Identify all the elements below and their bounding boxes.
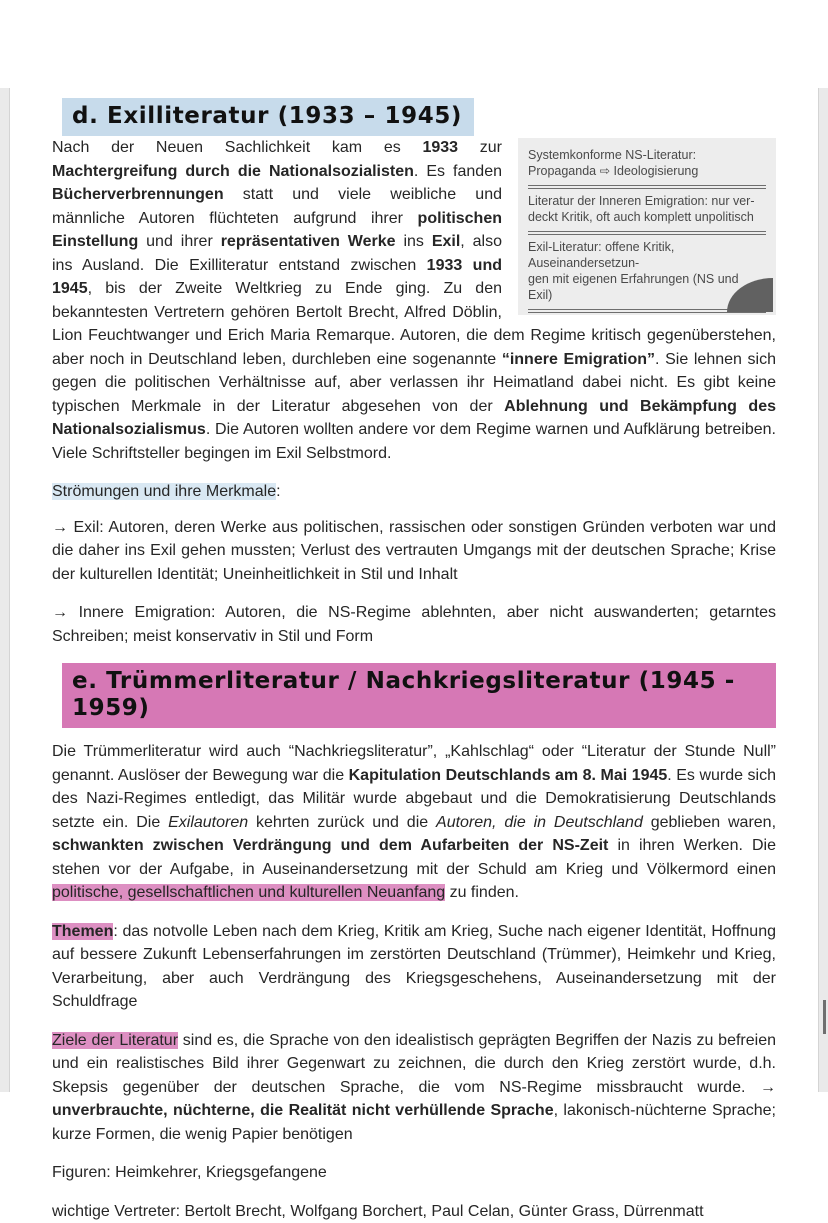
exil-bullet-text: → Exil: Autoren, deren Werke aus politischen, rassischen oder sonstigen Gründen verboten war und die daher ins Exil gehen mussten; Verlust des vertrauten Umgangs mit der deutschen Sprache; Krise der kulturellen Identität; Uneinheitlichkeit in Stil und Inhalt (52, 519, 776, 583)
section-d-intro-text: Nach der Neuen Sachlichkeit kam es 1933 zur Machtergreifung durch die Nationalsozialisten. Es fanden Bücherverbrennungen statt und viele weibliche und männliche Autoren flüchteten aufgrund ihrer politischen Einstellung und ihrer repräsentativen Werke ins Exil, also ins Ausland. Die Exilliteratur entstand zwischen 1933 und 1945, bis der Zweite Weltkrieg zu Ende ging. Zu den bekanntesten Vertretern gehören Bertolt Brecht, Alfred Döblin, Lion Feuchtwanger und Erich Maria Remarque. Autoren, die dem Regime kritisch gegenüberstehen, aber noch in Deutschland leben, durchleben eine sogenannte “innere Emigration”. Sie lehnen sich gegen die politischen Verhältnisse auf, aber verlassen ihr Heimatland dabei nicht. Es gibt keine typischen Merkmale in der Literatur abgesehen von der Ablehnung und Bekämpfung des Nationalsozialismus. Die Autoren wollten andere vor dem Regime warnen und Aufklärung betreiben. Viele Schriftsteller begingen im Exil Selbstmord. (52, 139, 776, 462)
figuren-line (52, 1161, 776, 1185)
viewer-edge-left (0, 88, 10, 1092)
literature-types-note-box (518, 138, 776, 315)
section-d-intro-paragraph (52, 136, 776, 465)
ziele-paragraph (52, 1029, 776, 1147)
stroemungen-label-line (52, 480, 776, 504)
note-item-innere-emigration: Literatur der Inneren Emigration: nur ver- deckt Kritik, oft auch komplett unpolitisch (528, 189, 766, 235)
vertreter-line (52, 1200, 776, 1223)
themen-paragraph (52, 920, 776, 1014)
note-item-ns-literatur: Systemkonforme NS-Literatur: Propaganda ⇨ Ideologisierung (528, 143, 766, 189)
ziele-text: Ziele der Literatur sind es, die Sprache von den idealistisch geprägten Begriffen der Nazis zu befreien und ein realistisches Bild ihrer Gegenwart zu zeichnen, die durch den Krieg zerstört wurde, d.h. Skepsis gegenüber der deutschen Sprache, die vom NS-Regime missbraucht wurde. → unverbrauchte, nüchterne, die Realität nicht verhüllende Sprache, lakonisch-nüchterne Sprache; kurze Formen, die wenig Papier benötigen (52, 1032, 776, 1143)
stroemungen-label: Strömungen und ihre Merkmale: (52, 483, 281, 500)
innere-emigration-bullet-text: → Innere Emigration: Autoren, die NS-Regime ablehnten, aber nicht auswanderten; getarntes Schreiben; meist konservativ in Stil und Form (52, 604, 776, 645)
themen-text: Themen: das notvolle Leben nach dem Krieg, Kritik am Krieg, Suche nach eigener Identität, Hoffnung auf bessere Zukunft Lebenserfahrungen im zerstörten Deutschland (Trümmer), Heimkehr und Krieg, Verarbeitung, aber auch Verdrängung des Kriegsgeschehens, Auseinandersetzung mit der Schuldfrage (52, 923, 776, 1011)
section-e-heading: e. Trümmerliteratur / Nachkriegsliteratur (1945 - 1959) (62, 663, 776, 728)
figuren-text: Figuren: Heimkehrer, Kriegsgefangene (52, 1164, 327, 1181)
innere-emigration-bullet-paragraph (52, 601, 776, 648)
vertreter-text: wichtige Vertreter: Bertolt Brecht, Wolfgang Borchert, Paul Celan, Günter Grass, Dürrenmatt (52, 1203, 704, 1220)
exil-bullet-paragraph (52, 516, 776, 587)
note-item-exil-literatur: Exil-Literatur: offene Kritik, Auseinandersetzun- gen mit eigenen Erfahrungen (NS und Exil) (528, 235, 766, 313)
section-e-intro-text: Die Trümmerliteratur wird auch “Nachkriegsliteratur”, „Kahlschlag“ oder “Literatur der Stunde Null” genannt. Auslöser der Bewegung war die Kapitulation Deutschlands am 8. Mai 1945. Es wurde sich des Nazi-Regimes entledigt, das Militär wurde abgebaut und die Demokratisierung Deutschlands setzte ein. Die Exilautoren kehrten zurück und die Autoren, die in Deutschland geblieben waren, schwankten zwischen Verdrängung und dem Aufarbeiten der NS-Zeit in ihren Werken. Die stehen vor der Aufgabe, in Auseinandersetzung mit der Schuld am Krieg und Völkermord einen politische, gesellschaftlichen und kulturellen Neuanfang zu finden. (52, 743, 776, 901)
section-d-heading: d. Exilliteratur (1933 – 1945) (62, 98, 474, 136)
page-content (52, 0, 776, 1223)
section-e-intro-paragraph (52, 740, 776, 905)
viewer-edge-right (818, 88, 828, 1092)
